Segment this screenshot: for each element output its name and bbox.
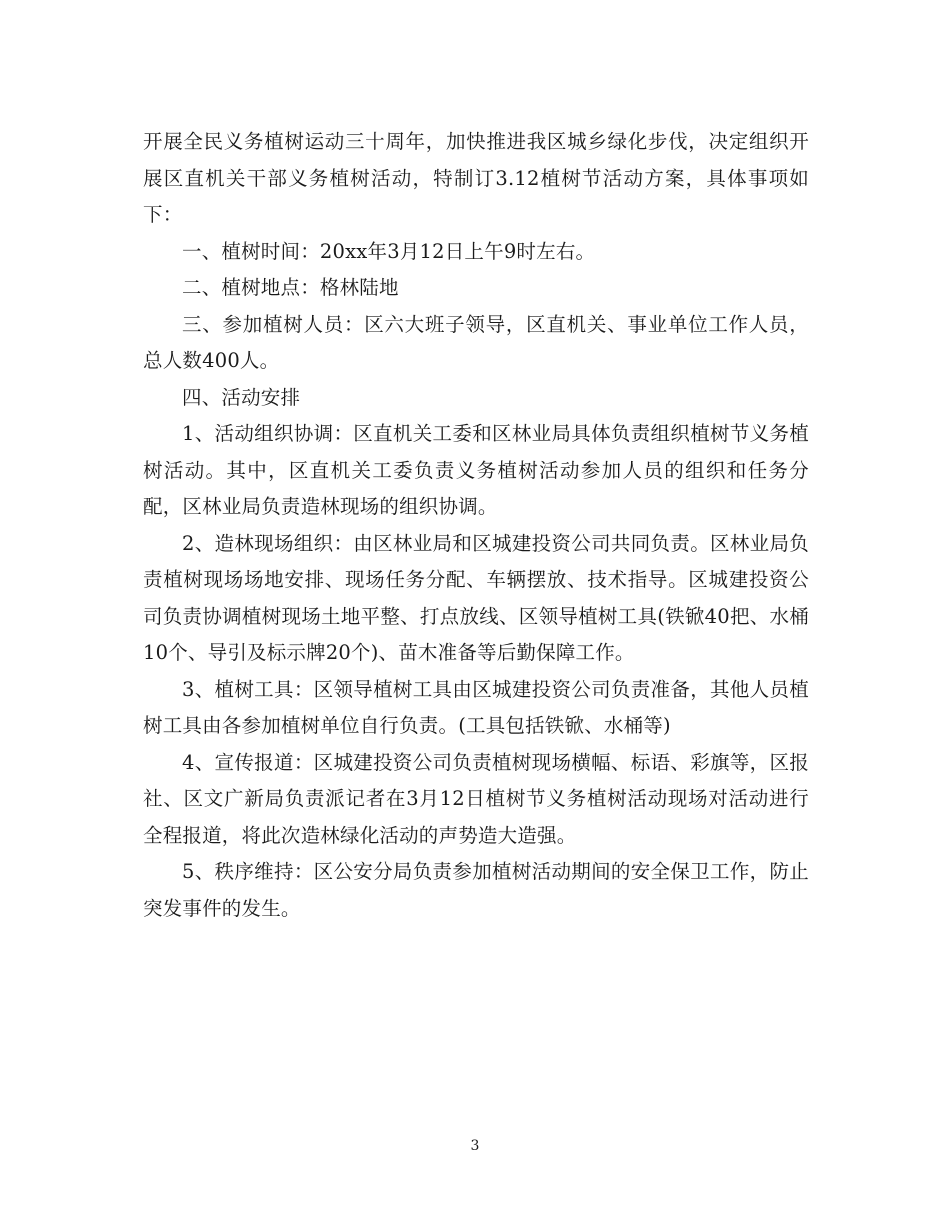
paragraph-coordination: 1、活动组织协调：区直机关工委和区林业局具体负责组织植树节义务植树活动。其中，区直机关工委负责义务植树活动参加人员的组织和任务分配，区林业局负责造林现场的组织协调。 [143,422,809,518]
paragraph-site-organization: 2、造林现场组织：由区林业局和区城建投资公司共同负责。区林业局负责植树现场场地安排、现场任务分配、车辆摆放、技术指导。区城建投资公司负责协调植树现场土地平整、打点放线、区领导植树工具(铁锨40把、水桶10个、导引及标示牌20个)、苗木准备等后勤保障工作。 [143,531,809,664]
paragraph-publicity: 4、宣传报道：区城建投资公司负责植树现场横幅、标语、彩旗等，区报社、区文广新局负责派记者在3月12日植树节义务植树活动现场对活动进行全程报道，将此次造林绿化活动的声势造大造强。 [143,750,809,847]
paragraph-planting-time: 一、植树时间：20xx年3月12日上午9时左右。 [182,239,596,263]
paragraph-order-maintenance: 5、秩序维持：区公安分局负责参加植树活动期间的安全保卫工作，防止突发事件的发生。 [143,860,809,920]
paragraph-participants: 三、参加植树人员：区六大班子领导，区直机关、事业单位工作人员，总人数400人。 [143,312,809,372]
paragraph-intro: 开展全民义务植树运动三十周年，加快推进我区城乡绿化步伐，决定组织开展区直机关干部义务植树活动，特制订3.12植树节活动方案，具体事项如下： [143,130,809,226]
page-number: 3 [470,1138,480,1154]
paragraph-activity-heading: 四、活动安排 [182,385,301,409]
paragraph-planting-location: 二、植树地点：格林陆地 [182,276,399,299]
paragraph-tools: 3、植树工具：区领导植树工具由区城建投资公司负责准备，其他人员植树工具由各参加植树单位自行负责。(工具包括铁锨、水桶等) [143,677,809,737]
document-body [143,124,809,927]
